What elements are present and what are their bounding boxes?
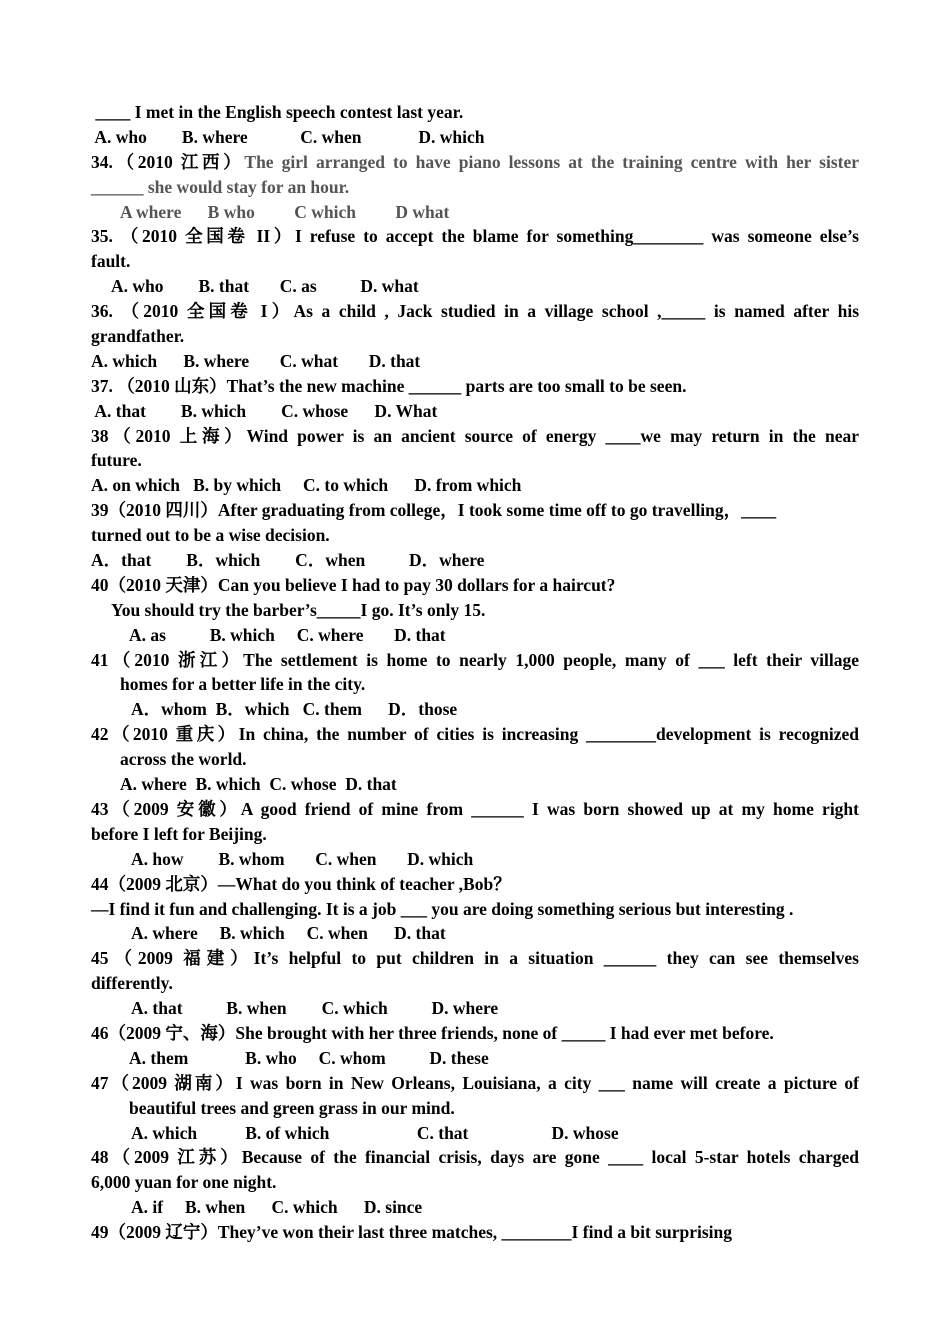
- text-line: 6,000 yuan for one night.: [91, 1172, 277, 1193]
- question-35: 35. （2010 全国卷 II）I refuse to accept the blame for something________ was someone else’s: [91, 226, 859, 247]
- answer-options: A. which B. of which C. that D. whose: [131, 1122, 619, 1143]
- question-45: 45（2009 福建）It’s helpful to put children in a situation ______ they can see themselves: [91, 948, 859, 969]
- text-line: You should try the barber’s_____I go. It’s only 15.: [111, 599, 486, 620]
- question-34: [91, 150, 859, 175]
- question-48: 48（2009 江苏）Because of the financial crisis, days are gone ____ local 5-star hotels charged: [91, 1147, 859, 1168]
- question-41: 41（2010 浙江）The settlement is home to nearly 1,000 people, many of ___ left their village: [91, 649, 859, 670]
- text-line: ____ I met in the English speech contest last year.: [91, 102, 464, 122]
- answer-options: A．whom B．which C. them D．those: [131, 699, 458, 720]
- question-37: 37. （2010 山东）That’s the new machine ______ parts are too small to be seen.: [91, 375, 687, 396]
- text-line: grandfather.: [91, 326, 185, 347]
- question-40: 40（2010 天津）Can you believe I had to pay 30 dollars for a haircut?: [91, 574, 616, 595]
- answer-options: A. how B. whom C. when D. which: [131, 848, 474, 869]
- answer-options: A. where B. which C. whose D. that: [120, 774, 397, 795]
- answer-options: A. which B. where C. what D. that: [91, 350, 421, 371]
- text-line: across the world.: [120, 749, 247, 770]
- text-line: homes for a better life in the city.: [120, 674, 366, 695]
- question-36: 36. （2010 全国卷 I）As a child , Jack studied in a village school ,_____ is named after his: [91, 301, 859, 322]
- answer-options: A. that B. which C. whose D. What: [91, 400, 438, 421]
- answer-options: A. them B. who C. whom D. these: [129, 1047, 489, 1068]
- text-line: ______ she would stay for an hour.: [91, 176, 350, 197]
- text-line: beautiful trees and green grass in our mind.: [129, 1097, 455, 1118]
- question-34-source: 34.（2010 江西）: [91, 151, 245, 172]
- question-34-text: The girl arranged to have piano lessons at the training centre with her sister: [244, 151, 860, 172]
- answer-options: A. who B. that C. as D. what: [111, 276, 419, 297]
- question-46: 46（2009 宁、海）She brought with her three friends, none of _____ I had ever met before.: [91, 1022, 774, 1043]
- question-39: 39（2010 四川）After graduating from college，I took some time off to go travelling，____: [91, 500, 777, 521]
- answer-options: A. that B. when C. which D. where: [131, 998, 499, 1019]
- question-43: 43（2009 安徽）A good friend of mine from ______ I was born showed up at my home right: [91, 798, 859, 819]
- answer-options: A. on which B. by which C. to which D. from which: [91, 475, 522, 496]
- answer-options: A. where B. which C. when D. that: [131, 923, 446, 944]
- question-47: 47（2009 湖南）I was born in New Orleans, Louisiana, a city ___ name will create a picture of: [91, 1072, 859, 1093]
- question-49: 49（2009 辽宁）They’ve won their last three matches, ________I find a bit surprising: [91, 1222, 733, 1243]
- question-42: 42（2010 重庆）In china, the number of cities is increasing ________development is recognized: [91, 724, 859, 745]
- text-line: —I find it fun and challenging. It is a job ___ you are doing something serious but interesting .: [91, 898, 794, 919]
- text-line: future.: [91, 450, 142, 471]
- question-44: 44（2009 北京）—What do you think of teacher ,Bob？: [91, 873, 511, 894]
- text-line: turned out to be a wise decision.: [91, 525, 330, 546]
- text-line: differently.: [91, 973, 173, 994]
- answer-options: A where B who C which D what: [120, 201, 450, 222]
- answer-options: A. if B. when C. which D. since: [131, 1197, 423, 1218]
- document-page: [91, 100, 859, 1245]
- text-line: before I left for Beijing.: [91, 823, 267, 844]
- question-38: 38（2010 上海）Wind power is an ancient source of energy ____we may return in the near: [91, 425, 859, 446]
- answer-options: A. who B. where C. when D. which: [91, 126, 485, 147]
- text-line: fault.: [91, 251, 131, 272]
- answer-options: A．that B．which C．when D．where: [91, 550, 485, 571]
- answer-options: A. as B. which C. where D. that: [129, 624, 446, 645]
